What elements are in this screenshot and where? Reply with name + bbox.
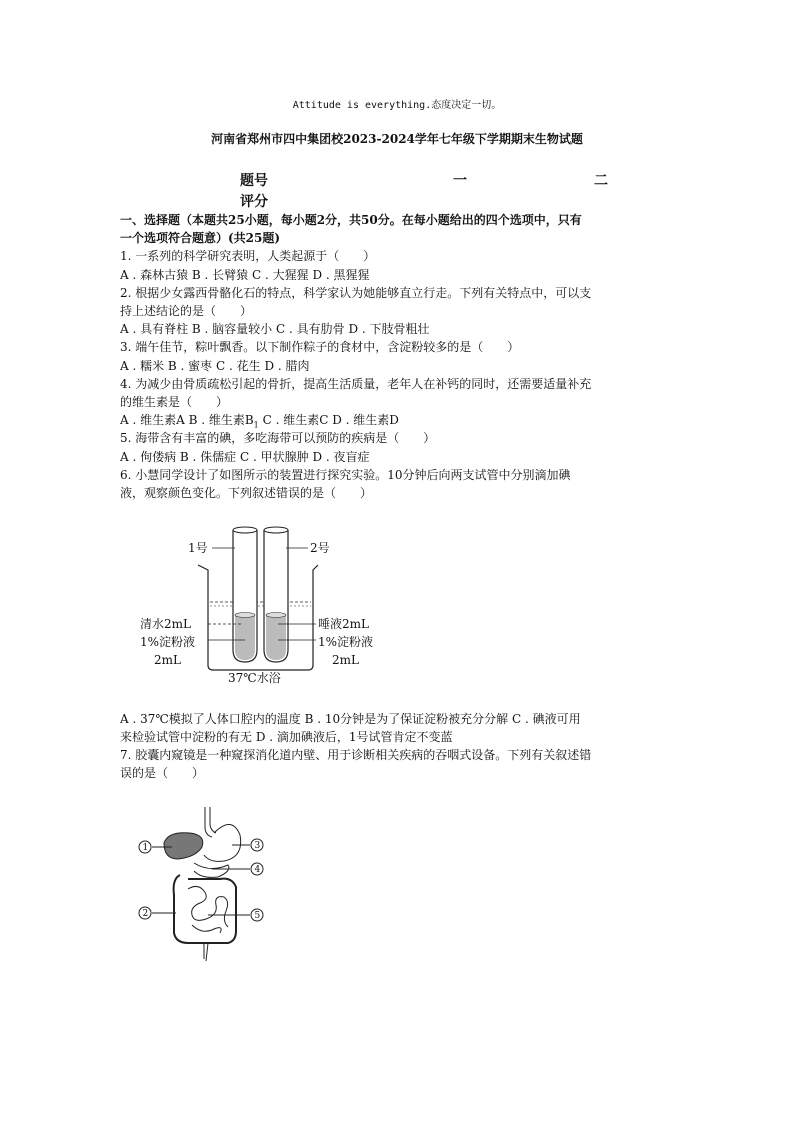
q5-options: A . 佝偻病 B . 侏儒症 C . 甲状腺肿 D . 夜盲症	[120, 450, 370, 464]
tube-2-liquid-top	[266, 613, 286, 618]
tube-1-mouth	[233, 527, 257, 533]
q4-opt-ab: A . 维生素A B . 维生素B	[120, 413, 254, 427]
label-right-starch: 1%淀粉液	[318, 635, 374, 649]
label-right-volume: 2mL	[332, 653, 359, 667]
q6-options-line1: A . 37℃模拟了人体口腔内的温度 B . 10分钟是为了保证淀粉被充分分解 C . 碘液可用	[120, 712, 581, 726]
tube-2-mouth	[264, 527, 288, 533]
marker-2-text: 2	[142, 909, 149, 919]
marker-4-text: 4	[254, 865, 261, 875]
label-water-bath: 37℃水浴	[228, 671, 281, 685]
small-intestine	[188, 886, 228, 933]
digestive-system-figure	[132, 805, 272, 965]
q6-stem-line1: 6. 小慧同学设计了如图所示的装置进行探究实验。10分钟后向两支试管中分别滴加碘	[120, 468, 571, 482]
q2-stem-line1: 2. 根据少女露西骨骼化石的特点，科学家认为她能够直立行走。下列有关特点中，可以支	[120, 286, 592, 300]
liver	[164, 833, 203, 859]
score-col-1: 一	[453, 173, 467, 189]
q2-stem-line2: 持上述结论的是（ ）	[120, 304, 253, 318]
marker-3-text: 3	[254, 841, 261, 851]
q7-stem-line2: 误的是（ ）	[120, 766, 205, 780]
section-heading-line2: 一个选项符合题意）(共25题)	[120, 231, 281, 245]
q3-stem: 3. 端午佳节，粽叶飘香。以下制作粽子的食材中，含淀粉较多的是（ ）	[120, 340, 520, 354]
q7-stem-line1: 7. 胶囊内窥镜是一种窥探消化道内壁、用于诊断相关疾病的吞咽式设备。下列有关叙述错	[120, 748, 592, 762]
marker-5-text: 5	[254, 911, 261, 921]
tube-1-liquid	[235, 615, 255, 660]
q3-options: A . 糯米 B . 蜜枣 C . 花生 D . 腊肉	[120, 359, 310, 373]
beaker-outline	[198, 565, 318, 670]
experiment-figure	[130, 520, 400, 690]
q6-stem-line2: 液，观察颜色变化。下列叙述错误的是（ ）	[120, 486, 373, 500]
document-title: 河南省郑州市四中集团校2023-2024学年七年级下学期期末生物试题	[211, 132, 583, 146]
label-tube-2: 2号	[310, 541, 330, 555]
score-col-2: 二	[594, 173, 608, 189]
marker-1-text: 1	[142, 843, 149, 853]
q4-opt-cd: C . 维生素C D . 维生素D	[258, 413, 399, 427]
label-left-volume: 2mL	[154, 653, 181, 667]
score-row-label: 题号	[240, 173, 268, 189]
tube-2-liquid	[266, 615, 286, 660]
q6-options-line2: 来检验试管中淀粉的有无 D . 滴加碘液后，1号试管肯定不变蓝	[120, 730, 453, 744]
q4-stem-line1: 4. 为减少由骨质疏松引起的骨折，提高生活质量，老年人在补钙的同时，还需要适量补充	[120, 377, 592, 391]
q1-stem: 1. 一系列的科学研究表明，人类起源于（ ）	[120, 249, 376, 263]
q4-stem-line2: 的维生素是（ ）	[120, 395, 229, 409]
rectum	[204, 943, 208, 961]
label-right-saliva: 唾液2mL	[318, 617, 369, 631]
label-left-starch: 1%淀粉液	[140, 635, 196, 649]
esophagus-wall	[210, 807, 216, 833]
q1-options: A . 森林古猿 B . 长臂猿 C . 大猩猩 D . 黑猩猩	[120, 268, 370, 282]
motto: Attitude is everything.态度决定一切。	[292, 100, 502, 111]
esophagus	[205, 807, 212, 837]
q4-opt-subscript: 1	[253, 420, 259, 430]
q5-stem: 5. 海带含有丰富的碘，多吃海带可以预防的疾病是（ ）	[120, 431, 436, 445]
q2-options: A . 具有脊柱 B . 脑容量较小 C . 具有肋骨 D . 下肢骨粗壮	[120, 322, 430, 336]
tube-1-liquid-top	[235, 613, 255, 618]
section-heading-line1: 一、选择题（本题共25小题，每小题2分，共50分。在每小题给出的四个选项中，只有	[120, 213, 582, 227]
label-left-water: 清水2mL	[140, 617, 191, 631]
score-row2-label: 评分	[240, 194, 268, 210]
label-tube-1: 1号	[188, 541, 208, 555]
stomach	[204, 824, 241, 861]
pancreas	[194, 863, 229, 877]
